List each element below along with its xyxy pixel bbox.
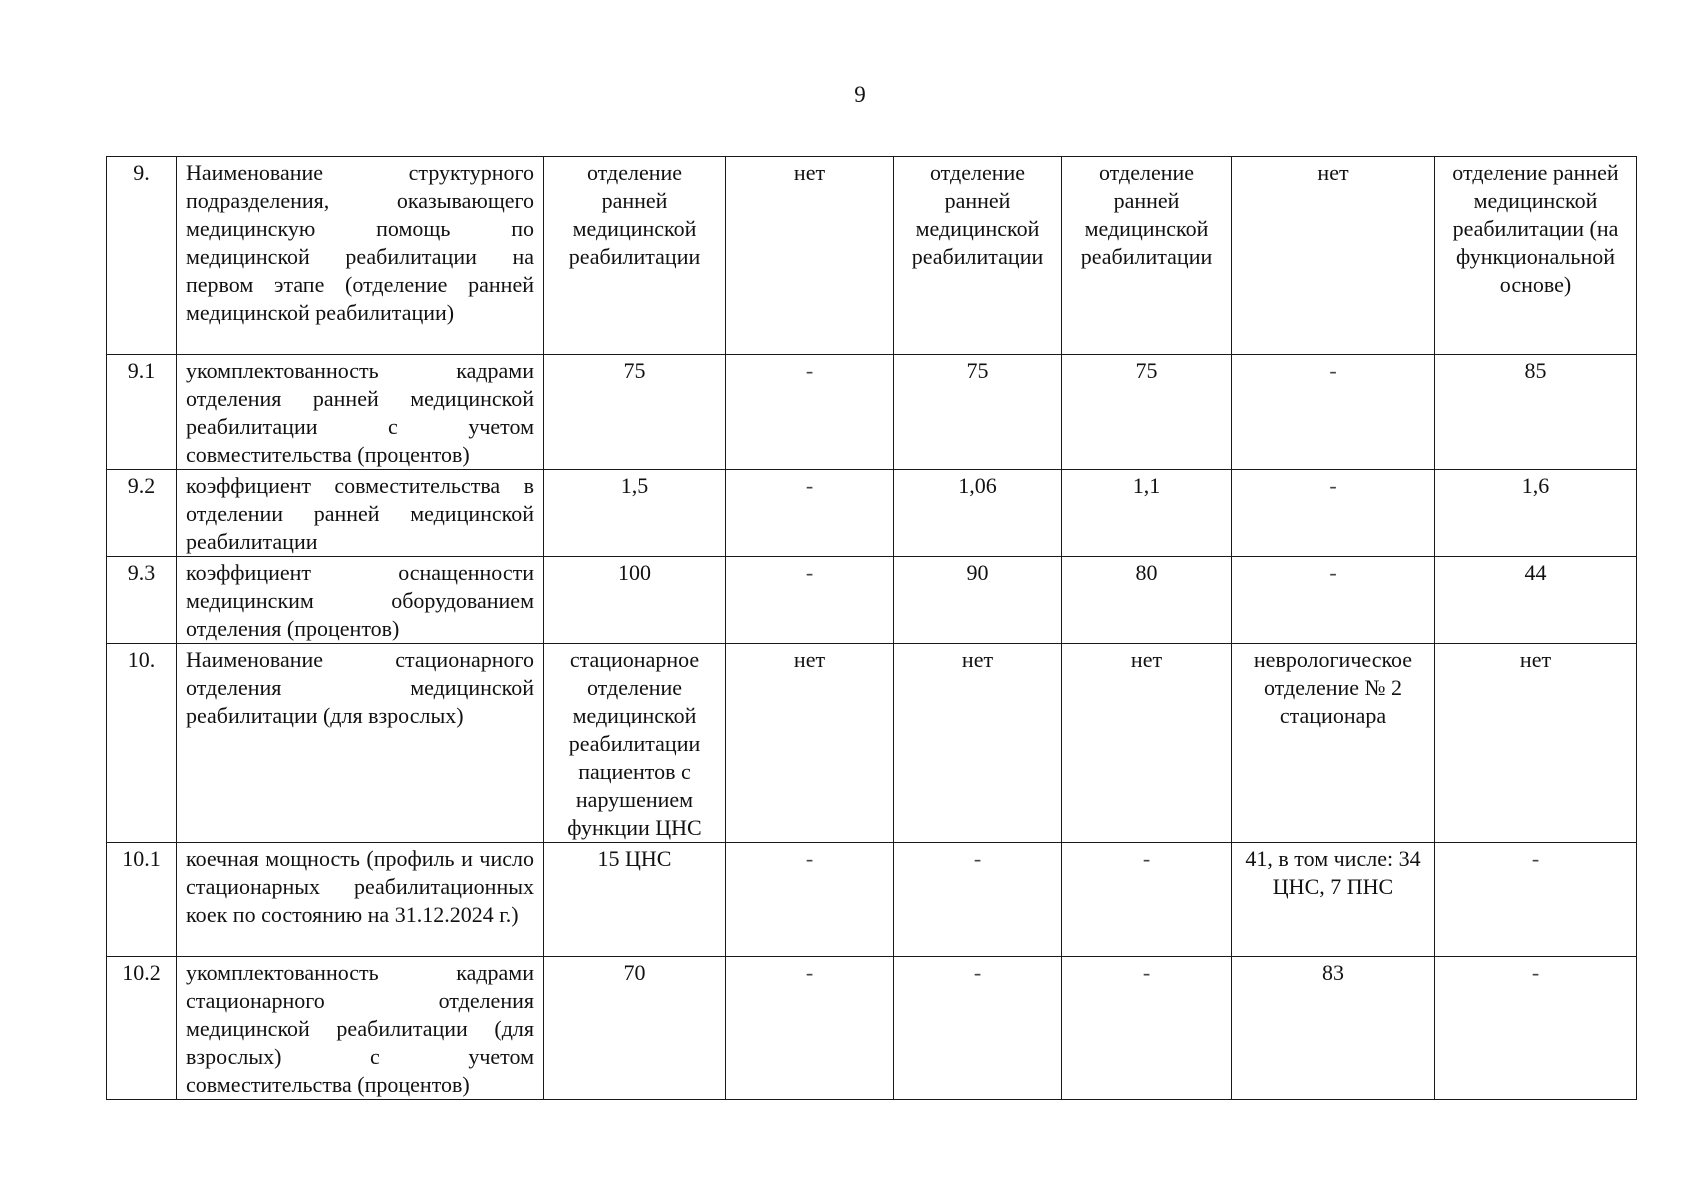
- table-cell: -: [726, 843, 894, 957]
- table-cell: отделение ранней медицинской реабилитации: [1062, 157, 1232, 355]
- table-cell: -: [1232, 470, 1435, 557]
- table-cell: -: [894, 957, 1062, 1100]
- row-number: 9.1: [107, 355, 177, 470]
- table-cell: 15 ЦНС: [544, 843, 726, 957]
- table-cell: -: [1435, 843, 1637, 957]
- table-row: [107, 157, 1637, 355]
- table-cell: -: [726, 957, 894, 1100]
- row-number: 9.: [107, 157, 177, 355]
- row-description: Наименование стационарного отделения медицинской реабилитации (для взрослых): [177, 644, 544, 843]
- table-cell: 1,1: [1062, 470, 1232, 557]
- row-description: укомплектованность кадрами отделения ранней медицинской реабилитации с учетом совместительства (процентов): [177, 355, 544, 470]
- indicators-table: [106, 156, 1637, 1100]
- table-cell: отделение ранней медицинской реабилитации (на функциональной основе): [1435, 157, 1637, 355]
- table-cell: 80: [1062, 557, 1232, 644]
- table-cell: 1,6: [1435, 470, 1637, 557]
- table-cell: -: [1232, 355, 1435, 470]
- table-cell: отделение ранней медицинской реабилитации: [544, 157, 726, 355]
- table-cell: -: [894, 843, 1062, 957]
- table-cell: 90: [894, 557, 1062, 644]
- row-number: 9.3: [107, 557, 177, 644]
- table-cell: -: [1435, 957, 1637, 1100]
- table-cell: 41, в том числе: 34 ЦНС, 7 ПНС: [1232, 843, 1435, 957]
- table-cell: нет: [726, 644, 894, 843]
- table-cell: стационарное отделение медицинской реабилитации пациентов с нарушением функции ЦНС: [544, 644, 726, 843]
- row-description: коэффициент оснащенности медицинским оборудованием отделения (процентов): [177, 557, 544, 644]
- table-cell: -: [726, 557, 894, 644]
- table-row: [107, 843, 1637, 957]
- table-row: [107, 644, 1637, 843]
- table-cell: отделение ранней медицинской реабилитации: [894, 157, 1062, 355]
- table-cell: -: [1062, 843, 1232, 957]
- table-cell: 85: [1435, 355, 1637, 470]
- table-cell: нет: [894, 644, 1062, 843]
- row-number: 10.1: [107, 843, 177, 957]
- row-number: 10.2: [107, 957, 177, 1100]
- table-row: [107, 957, 1637, 1100]
- table-cell: 44: [1435, 557, 1637, 644]
- table-cell: 100: [544, 557, 726, 644]
- table-cell: нет: [1435, 644, 1637, 843]
- table-row: [107, 470, 1637, 557]
- table-cell: 70: [544, 957, 726, 1100]
- table-cell: неврологическое отделение № 2 стационара: [1232, 644, 1435, 843]
- table-cell: 83: [1232, 957, 1435, 1100]
- row-number: 9.2: [107, 470, 177, 557]
- table-cell: 75: [894, 355, 1062, 470]
- table-cell: 75: [1062, 355, 1232, 470]
- row-number: 10.: [107, 644, 177, 843]
- table-row: [107, 557, 1637, 644]
- row-description: укомплектованность кадрами стационарного отделения медицинской реабилитации (для взрослых) с учетом совместительства (процентов): [177, 957, 544, 1100]
- table-cell: -: [726, 470, 894, 557]
- row-description: Наименование структурного подразделения, оказывающего медицинскую помощь по медицинской реабилитации на первом этапе (отделение ранней медицинской реабилитации): [177, 157, 544, 355]
- table-row: [107, 355, 1637, 470]
- table-cell: нет: [1232, 157, 1435, 355]
- row-description: коэффициент совместительства в отделении ранней медицинской реабилитации: [177, 470, 544, 557]
- table-cell: 1,06: [894, 470, 1062, 557]
- page-number: 9: [854, 82, 866, 107]
- table-cell: -: [1232, 557, 1435, 644]
- table-cell: нет: [1062, 644, 1232, 843]
- table-cell: -: [726, 355, 894, 470]
- row-description: коечная мощность (профиль и число стационарных реабилитационных коек по состоянию на 31.12.2024 г.): [177, 843, 544, 957]
- table-cell: -: [1062, 957, 1232, 1100]
- table-cell: нет: [726, 157, 894, 355]
- table-cell: 1,5: [544, 470, 726, 557]
- table-cell: 75: [544, 355, 726, 470]
